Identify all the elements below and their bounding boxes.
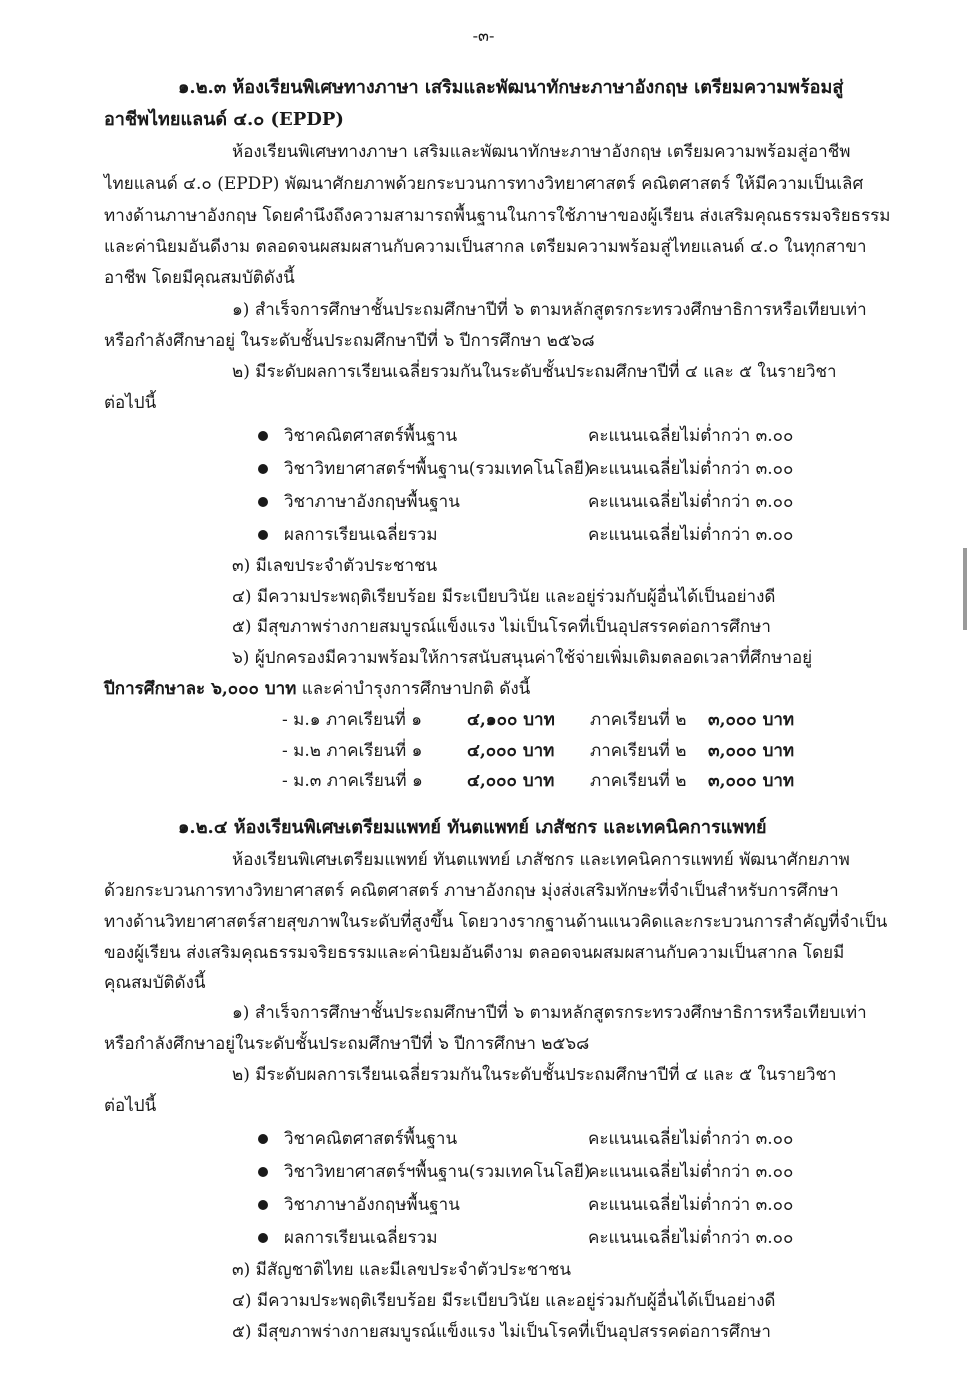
section1-heading-line2: อาชีพไทยแลนด์ ๔.๐ (EPDP) — [104, 109, 344, 130]
bullet-dot — [258, 1134, 268, 1144]
section1-item6-line2 — [104, 677, 530, 701]
section2-heading: ๑.๒.๔ ห้องเรียนพิเศษเตรียมแพทย์ ทันตแพทย์ เภสัชกร และเทคนิคการแพทย์ — [178, 817, 767, 838]
section2-item1-line2: หรือกำลังศึกษาอยู่ในระดับชั้นประถมศึกษาปีที่ ๖ ปีการศึกษา ๒๕๖๘ — [104, 1034, 590, 1054]
section2-paragraph-line: คุณสมบัติดังนี้ — [104, 973, 206, 993]
fee-term1-amount: ๔,๐๐๐ บาท — [467, 741, 555, 761]
fee-term2-label: ภาคเรียนที่ ๒ — [590, 771, 687, 791]
fee-intro-text: และค่าบำรุงการศึกษาปกติ ดังนี้ — [296, 679, 531, 699]
bullet-dot — [258, 464, 268, 474]
subject-score: คะแนนเฉลี่ยไม่ต่ำกว่า ๓.๐๐ — [588, 1129, 794, 1149]
subject-name: ผลการเรียนเฉลี่ยรวม — [284, 1228, 438, 1248]
subject-row — [0, 490, 967, 514]
section1-paragraph-line: ทางด้านภาษาอังกฤษ โดยคำนึงถึงความสามารถพื้นฐานในการใช้ภาษาของผู้เรียน ส่งเสริมคุณธรรมจริยธรรม — [104, 206, 891, 226]
page-number: -๓- — [472, 26, 495, 45]
fee-term2-amount: ๓,๐๐๐ บาท — [708, 710, 795, 730]
subject-row — [0, 1160, 967, 1184]
fee-grade: - ม.๓ ภาคเรียนที่ ๑ — [282, 771, 423, 791]
section1-item4: ๔) มีความประพฤติเรียบร้อย มีระเบียบวินัย และอยู่ร่วมกับผู้อื่นได้เป็นอย่างดี — [232, 587, 776, 607]
subject-row — [0, 1127, 967, 1151]
bullet-dot — [258, 1200, 268, 1210]
subject-score: คะแนนเฉลี่ยไม่ต่ำกว่า ๓.๐๐ — [588, 1162, 794, 1182]
section1-paragraph-line: ไทยแลนด์ ๔.๐ (EPDP) พัฒนาศักยภาพด้วยกระบวนการทางวิทยาศาสตร์ คณิตศาสตร์ ให้มีความเป็นเลิศ — [104, 174, 864, 194]
subject-score: คะแนนเฉลี่ยไม่ต่ำกว่า ๓.๐๐ — [588, 492, 794, 512]
fee-row — [0, 708, 967, 732]
subject-row — [0, 1226, 967, 1250]
section2-item1-line1: ๑) สำเร็จการศึกษาชั้นประถมศึกษาปีที่ ๖ ตามหลักสูตรกระทรวงศึกษาธิการหรือเทียบเท่า — [232, 1003, 867, 1023]
section1-paragraph-line: อาชีพ โดยมีคุณสมบัติดังนี้ — [104, 268, 295, 288]
section1-item2-line2: ต่อไปนี้ — [104, 393, 157, 413]
bullet-dot — [258, 431, 268, 441]
subject-row — [0, 523, 967, 547]
section1-heading-line1: ๑.๒.๓ ห้องเรียนพิเศษทางภาษา เสริมและพัฒนาทักษะภาษาอังกฤษ เตรียมความพร้อมสู่ — [178, 77, 844, 98]
section2-paragraph-line: ของผู้เรียน ส่งเสริมคุณธรรมจริยธรรมและค่านิยมอันดีงาม ตลอดจนผสมผสานกับความเป็นสากล โดยมี — [104, 943, 845, 963]
subject-row — [0, 1193, 967, 1217]
section1-item1-line2: หรือกำลังศึกษาอยู่ ในระดับชั้นประถมศึกษาปีที่ ๖ ปีการศึกษา ๒๕๖๘ — [104, 331, 595, 351]
section1-paragraph-line: ห้องเรียนพิเศษทางภาษา เสริมและพัฒนาทักษะภาษาอังกฤษ เตรียมความพร้อมสู่อาชีพ — [232, 142, 851, 162]
section2-paragraph-line: ทางด้านวิทยาศาสตร์สายสุขภาพในระดับที่สูงขึ้น โดยวางรากฐานด้านแนวคิดและกระบวนการสำคัญที่จำเป็น — [104, 912, 888, 932]
subject-score: คะแนนเฉลี่ยไม่ต่ำกว่า ๓.๐๐ — [588, 459, 794, 479]
subject-row — [0, 424, 967, 448]
subject-name: วิชาวิทยาศาสตร์ฯพื้นฐาน(รวมเทคโนโลยี) — [284, 1162, 591, 1182]
subject-score: คะแนนเฉลี่ยไม่ต่ำกว่า ๓.๐๐ — [588, 1195, 794, 1215]
bullet-dot — [258, 1233, 268, 1243]
fee-term2-amount: ๓,๐๐๐ บาท — [708, 771, 795, 791]
subject-name: ผลการเรียนเฉลี่ยรวม — [284, 525, 438, 545]
fee-term2-label: ภาคเรียนที่ ๒ — [590, 710, 687, 730]
section2-item2-line1: ๒) มีระดับผลการเรียนเฉลี่ยรวมกันในระดับชั้นประถมศึกษาปีที่ ๔ และ ๕ ในรายวิชา — [232, 1065, 837, 1085]
section1-item3: ๓) มีเลขประจำตัวประชาชน — [232, 556, 438, 576]
scan-edge — [963, 548, 967, 630]
subject-name: วิชาคณิตศาสตร์พื้นฐาน — [284, 1129, 458, 1149]
fee-grade: - ม.๒ ภาคเรียนที่ ๑ — [282, 741, 423, 761]
section1-item2-line1: ๒) มีระดับผลการเรียนเฉลี่ยรวมกันในระดับชั้นประถมศึกษาปีที่ ๔ และ ๕ ในรายวิชา — [232, 362, 837, 382]
bullet-dot — [258, 530, 268, 540]
fee-term1-amount: ๔,๐๐๐ บาท — [467, 771, 555, 791]
bullet-dot — [258, 1167, 268, 1177]
section2-item4: ๔) มีความประพฤติเรียบร้อย มีระเบียบวินัย และอยู่ร่วมกับผู้อื่นได้เป็นอย่างดี — [232, 1291, 776, 1311]
fee-term1-amount: ๔,๑๐๐ บาท — [467, 710, 555, 730]
annual-fee-text: ปีการศึกษาละ ๖,๐๐๐ บาท — [104, 679, 297, 699]
section2-paragraph-line: ห้องเรียนพิเศษเตรียมแพทย์ ทันตแพทย์ เภสัชกร และเทคนิคการแพทย์ พัฒนาศักยภาพ — [232, 850, 850, 870]
subject-name: วิชาวิทยาศาสตร์ฯพื้นฐาน(รวมเทคโนโลยี) — [284, 459, 591, 479]
section2-item2-line2: ต่อไปนี้ — [104, 1096, 157, 1116]
section1-paragraph-line: และค่านิยมอันดีงาม ตลอดจนผสมผสานกับความเป็นสากล เตรียมความพร้อมสู่ไทยแลนด์ ๔.๐ ในทุกสาขา — [104, 237, 867, 257]
section2-item5: ๕) มีสุขภาพร่างกายสมบูรณ์แข็งแรง ไม่เป็นโรคที่เป็นอุปสรรคต่อการศึกษา — [232, 1322, 771, 1342]
fee-term2-amount: ๓,๐๐๐ บาท — [708, 741, 795, 761]
fee-row — [0, 769, 967, 793]
subject-score: คะแนนเฉลี่ยไม่ต่ำกว่า ๓.๐๐ — [588, 426, 794, 446]
subject-name: วิชาคณิตศาสตร์พื้นฐาน — [284, 426, 458, 446]
subject-score: คะแนนเฉลี่ยไม่ต่ำกว่า ๓.๐๐ — [588, 525, 794, 545]
fee-term2-label: ภาคเรียนที่ ๒ — [590, 741, 687, 761]
subject-row — [0, 457, 967, 481]
fee-row — [0, 739, 967, 763]
fee-grade: - ม.๑ ภาคเรียนที่ ๑ — [282, 710, 423, 730]
bullet-dot — [258, 497, 268, 507]
section1-item1-line1: ๑) สำเร็จการศึกษาชั้นประถมศึกษาปีที่ ๖ ตามหลักสูตรกระทรวงศึกษาธิการหรือเทียบเท่า — [232, 300, 867, 320]
section2-paragraph-line: ด้วยกระบวนการทางวิทยาศาสตร์ คณิตศาสตร์ ภาษาอังกฤษ มุ่งส่งเสริมทักษะที่จำเป็นสำหรับการศึกษา — [104, 881, 839, 901]
section1-item6-line1: ๖) ผู้ปกครองมีความพร้อมให้การสนับสนุนค่าใช้จ่ายเพิ่มเติมตลอดเวลาที่ศึกษาอยู่ — [232, 648, 813, 668]
section1-item5: ๕) มีสุขภาพร่างกายสมบูรณ์แข็งแรง ไม่เป็นโรคที่เป็นอุปสรรคต่อการศึกษา — [232, 617, 771, 637]
subject-name: วิชาภาษาอังกฤษพื้นฐาน — [284, 492, 460, 512]
section2-item3: ๓) มีสัญชาติไทย และมีเลขประจำตัวประชาชน — [232, 1260, 571, 1280]
subject-name: วิชาภาษาอังกฤษพื้นฐาน — [284, 1195, 460, 1215]
subject-score: คะแนนเฉลี่ยไม่ต่ำกว่า ๓.๐๐ — [588, 1228, 794, 1248]
